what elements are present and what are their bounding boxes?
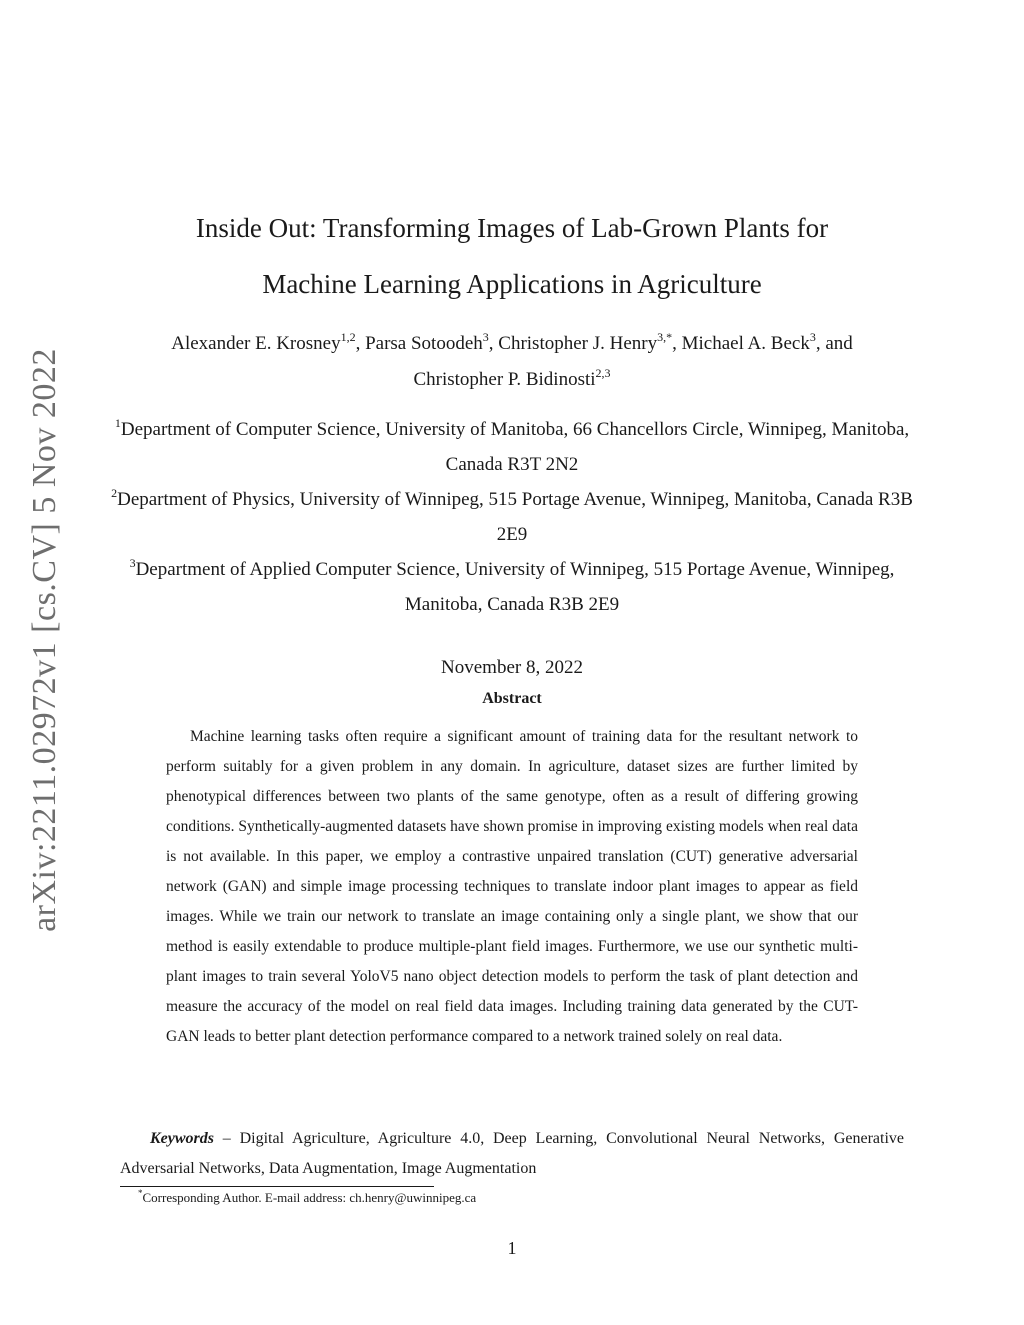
- abstract-heading: Abstract: [482, 690, 542, 707]
- author: Christopher P. Bidinosti$^{2,3}$: [413, 366, 611, 390]
- affiliation-2: $^2$Department of Physics, University of Winnipeg, 515 Portage Avenue, Winnipeg, Manitoba, Canada R3B 2E9: [111, 486, 913, 545]
- title-line-2: Machine Learning Applications in Agriculture: [262, 269, 762, 299]
- author: Parsa Sotoodeh$^3$,: [365, 330, 499, 354]
- author: Michael A. Beck$^3$, and: [681, 330, 853, 354]
- title-line-1: Inside Out: Transforming Images of Lab-Grown Plants for: [195, 213, 829, 243]
- footnote-rule: [120, 1186, 434, 1187]
- page-number: 1: [507, 1238, 517, 1258]
- keywords-label: Keywords: [150, 1130, 214, 1147]
- keywords-list: Digital Agriculture, Agriculture 4.0, Deep Learning, Convolutional Neural Networks, Generative Adversarial Networks, Data Augmentation, Image Augmentation: [120, 1130, 905, 1177]
- author: Christopher J. Henry$^{3,*}$,: [498, 330, 682, 354]
- affiliation-1: $^1$Department of Computer Science, University of Manitoba, 66 Chancellors Circle, Winnipeg, Manitoba, Canada R3T 2N2: [114, 416, 910, 475]
- affiliation-3: $^3$Department of Applied Computer Science, University of Winnipeg, 515 Portage Avenue, Winnipeg, Manitoba, Canada R3B 2E9: [129, 556, 895, 615]
- corresponding-author-note: Corresponding Author. E-mail address: ch.henry@uwinnipeg.ca: [142, 1190, 477, 1205]
- author: Alexander E. Krosney$^{1,2}$,: [171, 330, 366, 354]
- footnote: *Corresponding Author. E-mail address: ch.henry@uwinnipeg.ca: [138, 1188, 477, 1205]
- publication-date: November 8, 2022: [441, 657, 583, 678]
- author-list: [110, 326, 914, 398]
- abstract-body: Machine learning tasks often require a significant amount of training data for the resultant network to perform suitably for a given problem in any domain. In agriculture, dataset sizes are further limited by phenotypical differences between two plants of the same genotype, often as a result of differing growing conditions. Synthetically-augmented datasets have shown promise in improving existing models when real data is not available. In this paper, we employ a contrastive unpaired translation (CUT) generative adversarial network (GAN) and simple image processing techniques to translate indoor plant images to appear as field images. While we train our network to translate an image containing only a single plant, we show that our method is easily extendable to produce multiple-plant field images. Furthermore, we use our synthetic multi-plant images to train several YoloV5 nano object detection models to perform the task of plant detection and measure the accuracy of the model on real field data images. Including training data generated by the CUT-GAN leads to better plant detection performance compared to a network trained solely on real data.: [166, 728, 858, 1045]
- arxiv-sidebar-stamp: arXiv:2211.02972v1 [cs.CV] 5 Nov 2022: [26, 348, 63, 932]
- keywords-section: Keywords – Digital Agriculture, Agriculture 4.0, Deep Learning, Convolutional Neural Networks, Generative Adversarial Networks, Data Augmentation, Image Augmentation: [120, 1130, 905, 1177]
